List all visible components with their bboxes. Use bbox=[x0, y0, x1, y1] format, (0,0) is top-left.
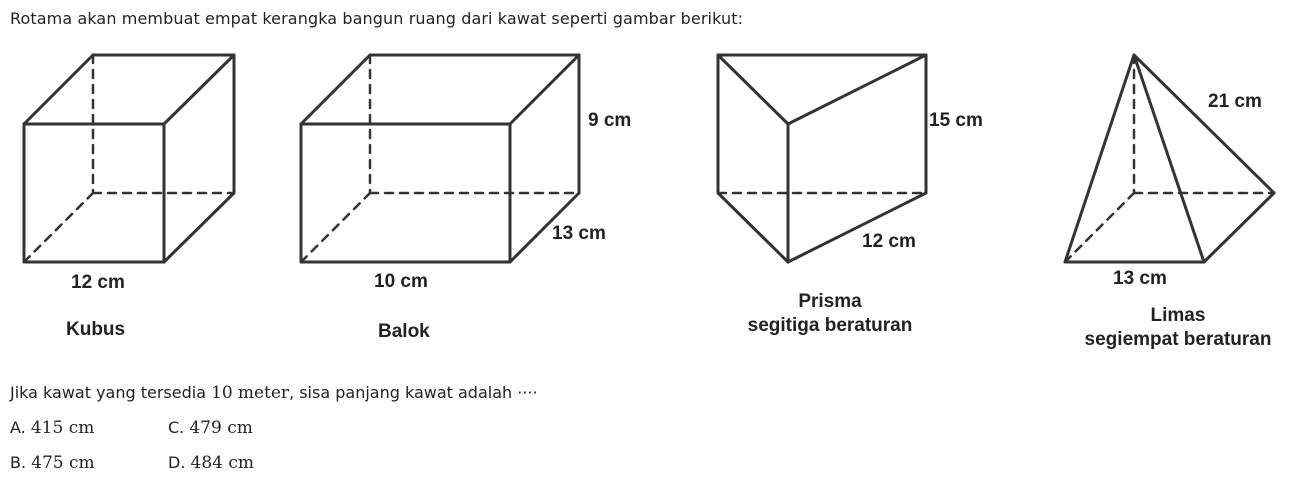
pyramid-base-label: 13 cm bbox=[1113, 268, 1167, 289]
cube-caption: Kubus bbox=[66, 319, 126, 340]
cuboid-drawing bbox=[301, 55, 579, 262]
pyramid-caption-line1: Limas bbox=[1150, 305, 1206, 326]
option-b[interactable] bbox=[10, 453, 95, 473]
option-b-letter: B. bbox=[10, 453, 27, 472]
prism-caption-line2: segitiga beraturan bbox=[747, 315, 913, 336]
cuboid-height-label: 9 cm bbox=[588, 110, 632, 131]
option-a-value: 415 cm bbox=[30, 418, 95, 438]
prism-caption bbox=[730, 290, 930, 338]
question-suffix: , sisa panjang kawat adalah bbox=[289, 383, 518, 402]
pyramid-drawing bbox=[1065, 55, 1274, 262]
option-c-value: 479 cm bbox=[189, 418, 253, 438]
intro-text: Rotama akan membuat empat kerangka bangun ruang dari kawat seperti gambar berikut: bbox=[10, 9, 744, 28]
pyramid-caption bbox=[1068, 304, 1288, 352]
option-a[interactable] bbox=[10, 418, 94, 438]
prism-height-label: 15 cm bbox=[929, 110, 983, 131]
option-b-value: 475 cm bbox=[31, 453, 95, 473]
prism-caption-line1: Prisma bbox=[798, 291, 862, 312]
cuboid-width-label: 10 cm bbox=[374, 271, 428, 292]
prism-base-label: 12 cm bbox=[862, 231, 916, 252]
question-ellipsis: ···· bbox=[517, 383, 538, 402]
question-prefix: Jika kawat yang tersedia bbox=[10, 383, 212, 402]
question-text bbox=[10, 383, 538, 403]
option-c-letter: C. bbox=[168, 418, 185, 437]
option-c[interactable] bbox=[168, 418, 253, 438]
cuboid-depth-label: 13 cm bbox=[552, 223, 606, 244]
cube-edge-label: 12 cm bbox=[71, 272, 125, 293]
question-amount: 10 bbox=[211, 383, 233, 403]
option-d-value: 484 cm bbox=[190, 453, 254, 473]
question-unit: meter bbox=[237, 383, 290, 403]
option-d-letter: D. bbox=[168, 453, 186, 472]
cuboid-caption: Balok bbox=[378, 321, 430, 342]
pyramid-lateral-label: 21 cm bbox=[1208, 91, 1262, 112]
option-d[interactable] bbox=[168, 453, 254, 473]
pyramid-caption-line2: segiempat beraturan bbox=[1084, 329, 1272, 350]
option-a-letter: A. bbox=[10, 418, 26, 437]
cube-drawing bbox=[24, 55, 234, 262]
